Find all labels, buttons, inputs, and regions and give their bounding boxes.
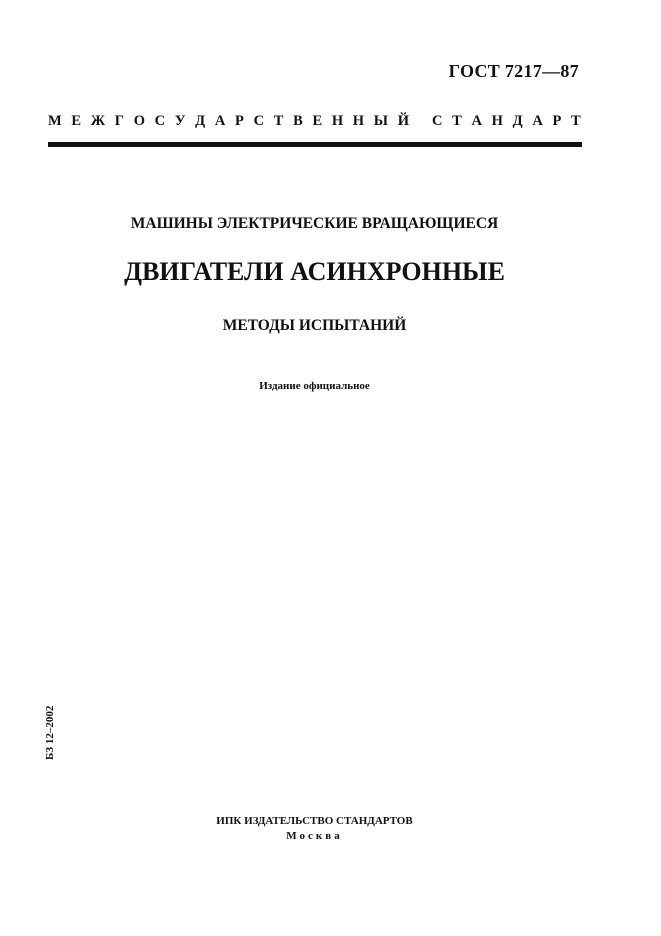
heading-letter: Е bbox=[71, 113, 82, 129]
document-number: ГОСТ 7217—87 bbox=[448, 61, 579, 81]
header-rule bbox=[48, 142, 582, 147]
document-title-line-3: МЕТОДЫ ИСПЫТАНИЙ bbox=[222, 317, 407, 334]
heading-letter: Н bbox=[491, 113, 503, 129]
heading-letter: Р bbox=[552, 113, 562, 129]
heading-letter: А bbox=[532, 113, 543, 129]
heading-letter: С bbox=[154, 113, 166, 129]
heading-letter: А bbox=[214, 113, 226, 129]
heading-letter: Г bbox=[114, 113, 124, 129]
heading-letter: Й bbox=[397, 113, 409, 129]
heading-letter: Т bbox=[273, 113, 284, 129]
heading-letter: М bbox=[48, 113, 62, 129]
heading-letter: У bbox=[174, 113, 186, 129]
heading-letter: Н bbox=[352, 113, 365, 129]
side-note: БЗ 12–2002 bbox=[44, 705, 56, 760]
heading-letter: Е bbox=[312, 113, 323, 129]
heading-letter: Т bbox=[571, 113, 581, 129]
heading-letter: В bbox=[293, 113, 303, 129]
document-title-line-2: ДВИГАТЕЛИ АСИНХРОННЫЕ bbox=[124, 257, 505, 286]
heading-letter: С bbox=[431, 113, 443, 129]
heading-letter: С bbox=[253, 113, 265, 129]
document-title-line-1: МАШИНЫ ЭЛЕКТРИЧЕСКИЕ ВРАЩАЮЩИЕСЯ bbox=[130, 215, 499, 232]
publisher-name: ИПК ИЗДАТЕЛЬСТВО СТАНДАРТОВ bbox=[216, 815, 413, 827]
standard-type-heading bbox=[48, 113, 581, 130]
heading-letter: Ж bbox=[90, 113, 106, 129]
heading-letter: Р bbox=[235, 113, 244, 129]
heading-letter: Ы bbox=[373, 113, 388, 129]
heading-letter: О bbox=[133, 113, 145, 129]
edition-label: Издание официальное bbox=[259, 380, 370, 392]
heading-letter: Н bbox=[331, 113, 344, 129]
heading-gap bbox=[419, 113, 423, 130]
heading-letter: Т bbox=[452, 113, 462, 129]
heading-letter: Д bbox=[195, 113, 206, 129]
heading-letter: А bbox=[471, 113, 482, 129]
heading-letter: Д bbox=[512, 113, 523, 129]
publisher-city: Москва bbox=[286, 830, 343, 842]
